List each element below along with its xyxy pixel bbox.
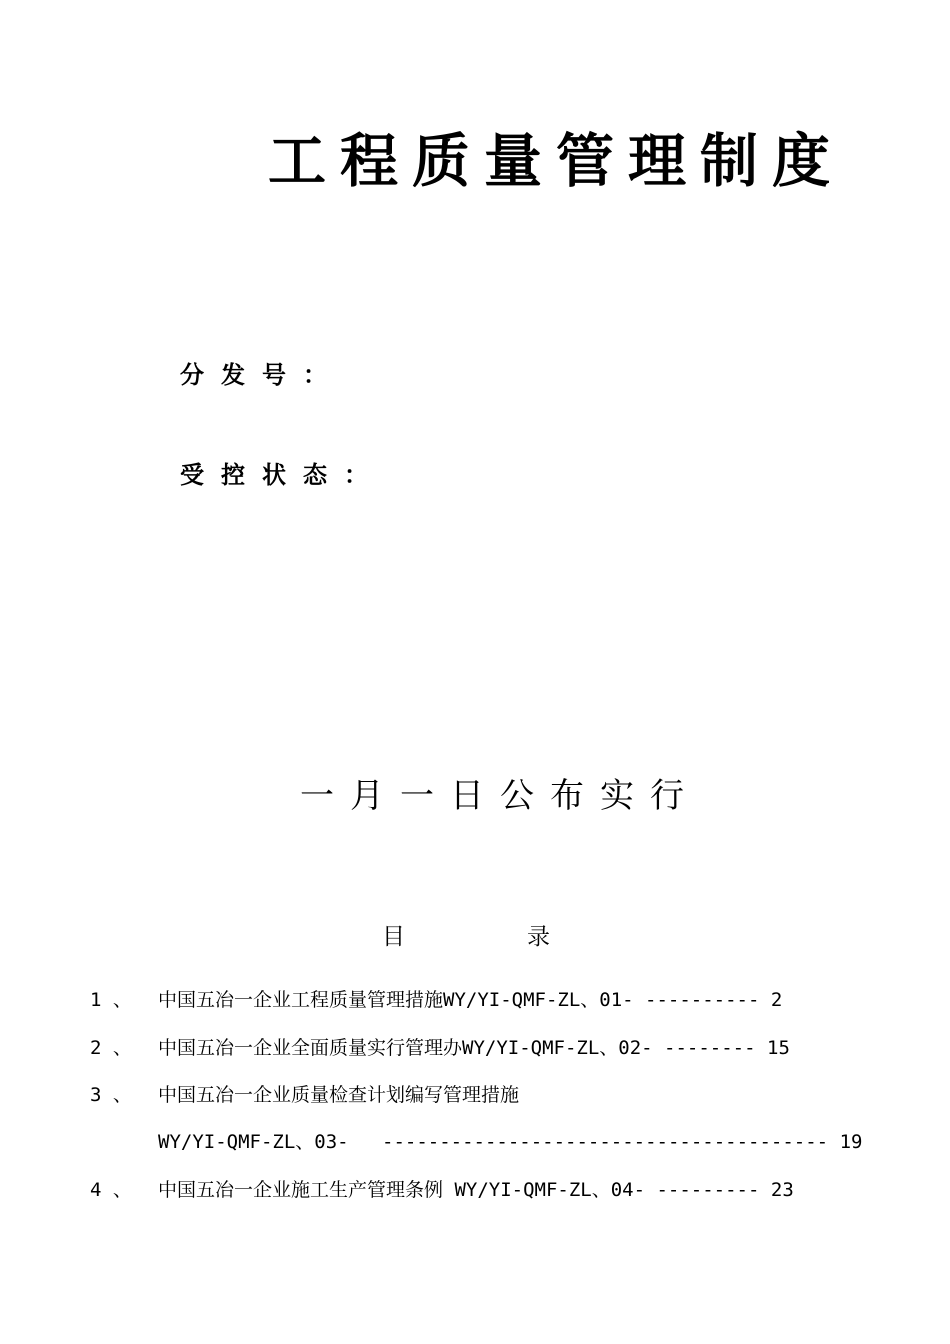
toc-item-title: 中国五冶一企业施工生产管理条例 WY/YI-QMF-ZL、04- (158, 1179, 646, 1201)
document-title: 工程质量管理制度 (268, 127, 845, 195)
toc-item-page: 19 (839, 1131, 863, 1153)
toc-item-title: 中国五冶一企业工程质量管理措施WY/YI-QMF-ZL、01- (158, 989, 634, 1011)
toc-item-title: 中国五冶一企业全面质量实行管理办WY/YI-QMF-ZL、02- (158, 1037, 653, 1059)
toc-item-leader-wrap (382, 1129, 862, 1155)
toc-heading-left: 目 (382, 924, 405, 950)
toc-item-text (158, 1035, 790, 1061)
toc-item-title: 中国五冶一企业质量检查计划编写管理措施 (158, 1084, 520, 1106)
toc-item-number: 4 、 (90, 1179, 132, 1201)
release-date-text: 一月一日公布实行 (300, 776, 700, 816)
distribution-number-label: 分发号： (180, 361, 344, 389)
toc-item-page: 23 (770, 1179, 794, 1201)
toc-item-number: 1 、 (90, 989, 132, 1011)
toc-heading (382, 922, 550, 952)
toc-item-leader: -------- (664, 1037, 756, 1059)
toc-heading-right: 录 (527, 924, 550, 950)
toc-item-text (158, 987, 782, 1013)
toc-item-page: 15 (767, 1037, 790, 1059)
toc-item-number: 3 、 (90, 1084, 132, 1106)
toc-item-code: WY/YI-QMF-ZL、03- (158, 1131, 349, 1153)
toc-item-number: 2 、 (90, 1037, 132, 1059)
control-status-label: 受控状态： (180, 461, 385, 489)
toc-item-leader: --------------------------------------- (382, 1131, 829, 1153)
toc-item-leader: ---------- (645, 989, 760, 1011)
toc-item-page: 2 (770, 989, 783, 1011)
toc-item-text (158, 1177, 794, 1203)
toc-item-leader: --------- (656, 1179, 760, 1201)
